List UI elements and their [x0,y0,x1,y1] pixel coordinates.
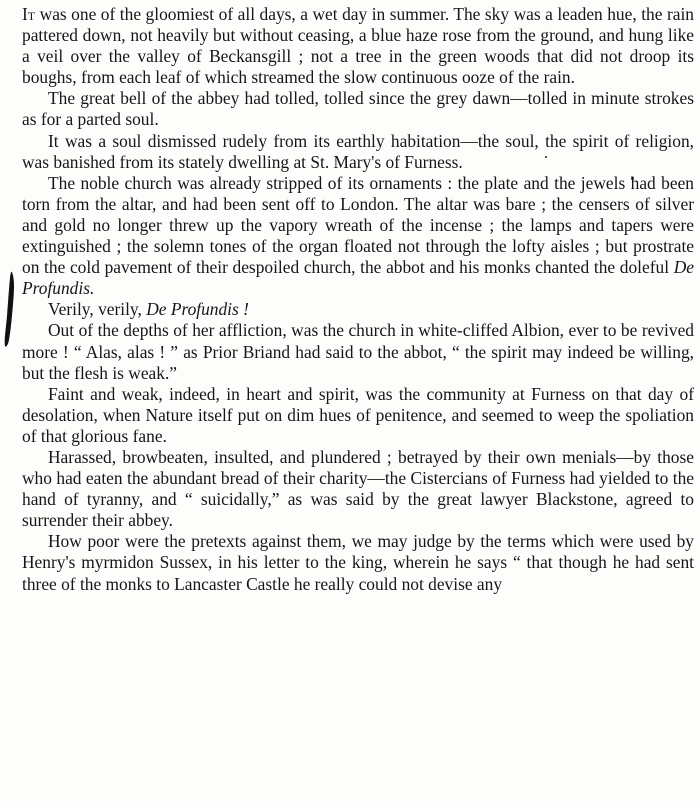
paragraph-text: Harassed, browbeaten, insulted, and plundered ; betrayed by their own menials—by those who had eaten the abundant bread of their charity—the Cistercians of Furness had yielded to the hand of tyranny, and “ suicidally,” as was said by the great lawyer Blackstone, agreed to surrender their abbey. [22,446,694,531]
paragraph-text: The noble church was already stripped of its ornaments : the plate and the jewels had been torn from the altar, and had been sent off to London. The altar was bare ; the censers of silver and gold no longer threw up the vapory wreath of the incense ; the lamps and tapers were extinguished ; the solemn tones of the organ floated not through the lofty aisles ; but prostrate on the cold pavement of their despoiled church, the abbot and his monks chanted the doleful [22,172,694,278]
paragraph [22,531,694,594]
paragraph [22,384,694,447]
paragraph-text: How poor were the pretexts against them, we may judge by the terms which were used by Henry's myrmidon Sussex, in his letter to the king, wherein he says “ that though he had sent three of the monks to Lancaster Castle he really could not devise any [22,531,694,594]
paragraph-text: Out of the depths of her affliction, was the church in white-cliffed Albion, ever to be revived more ! “ Alas, alas ! ” as Prior Briand had said to the abbot, “ the spirit may indeed be willing, but the flesh is weak.” [22,320,694,383]
paragraph [22,447,694,531]
paragraph-text: Faint and weak, indeed, in heart and spirit, was the community at Furness on that day of desolation, when Nature itself put on dim hues of penitence, and seemed to weep the spoliation of that glorious fane. [22,383,694,446]
paragraph [22,4,694,88]
paragraph-text: The great bell of the abbey had tolled, tolled since the grey dawn—tolled in minute strokes as for a parted soul. [22,88,694,130]
paragraph-text: Verily, verily, [48,299,147,320]
paragraph [22,299,694,320]
italic-title: De Profundis ! [146,299,249,320]
article-body [22,4,694,595]
paragraph-text: was one of the gloomiest of all days, a wet day in summer. The sky was a leaden hue, the rain pattered down, not heavily but without ceasing, a blue haze rose from the ground, and hung like a veil over the valley of Beckansgill ; not a tree in the green woods that did not droop its boughs, from each leaf of which streamed the slow continuous ooze of the rain. [22,4,694,88]
italic-title: De Profundis. [22,257,694,299]
paragraph [22,320,694,383]
paragraph-text: It was a soul dismissed rudely from its earthly habitation—the soul, the spirit of religion, was banished from its stately dwelling at St. Mary's of Furness. [22,130,694,172]
paragraph [22,131,694,173]
opening-word: It [22,4,36,24]
paragraph [22,173,694,300]
ink-blot-mark [3,270,17,350]
paragraph [22,88,694,130]
